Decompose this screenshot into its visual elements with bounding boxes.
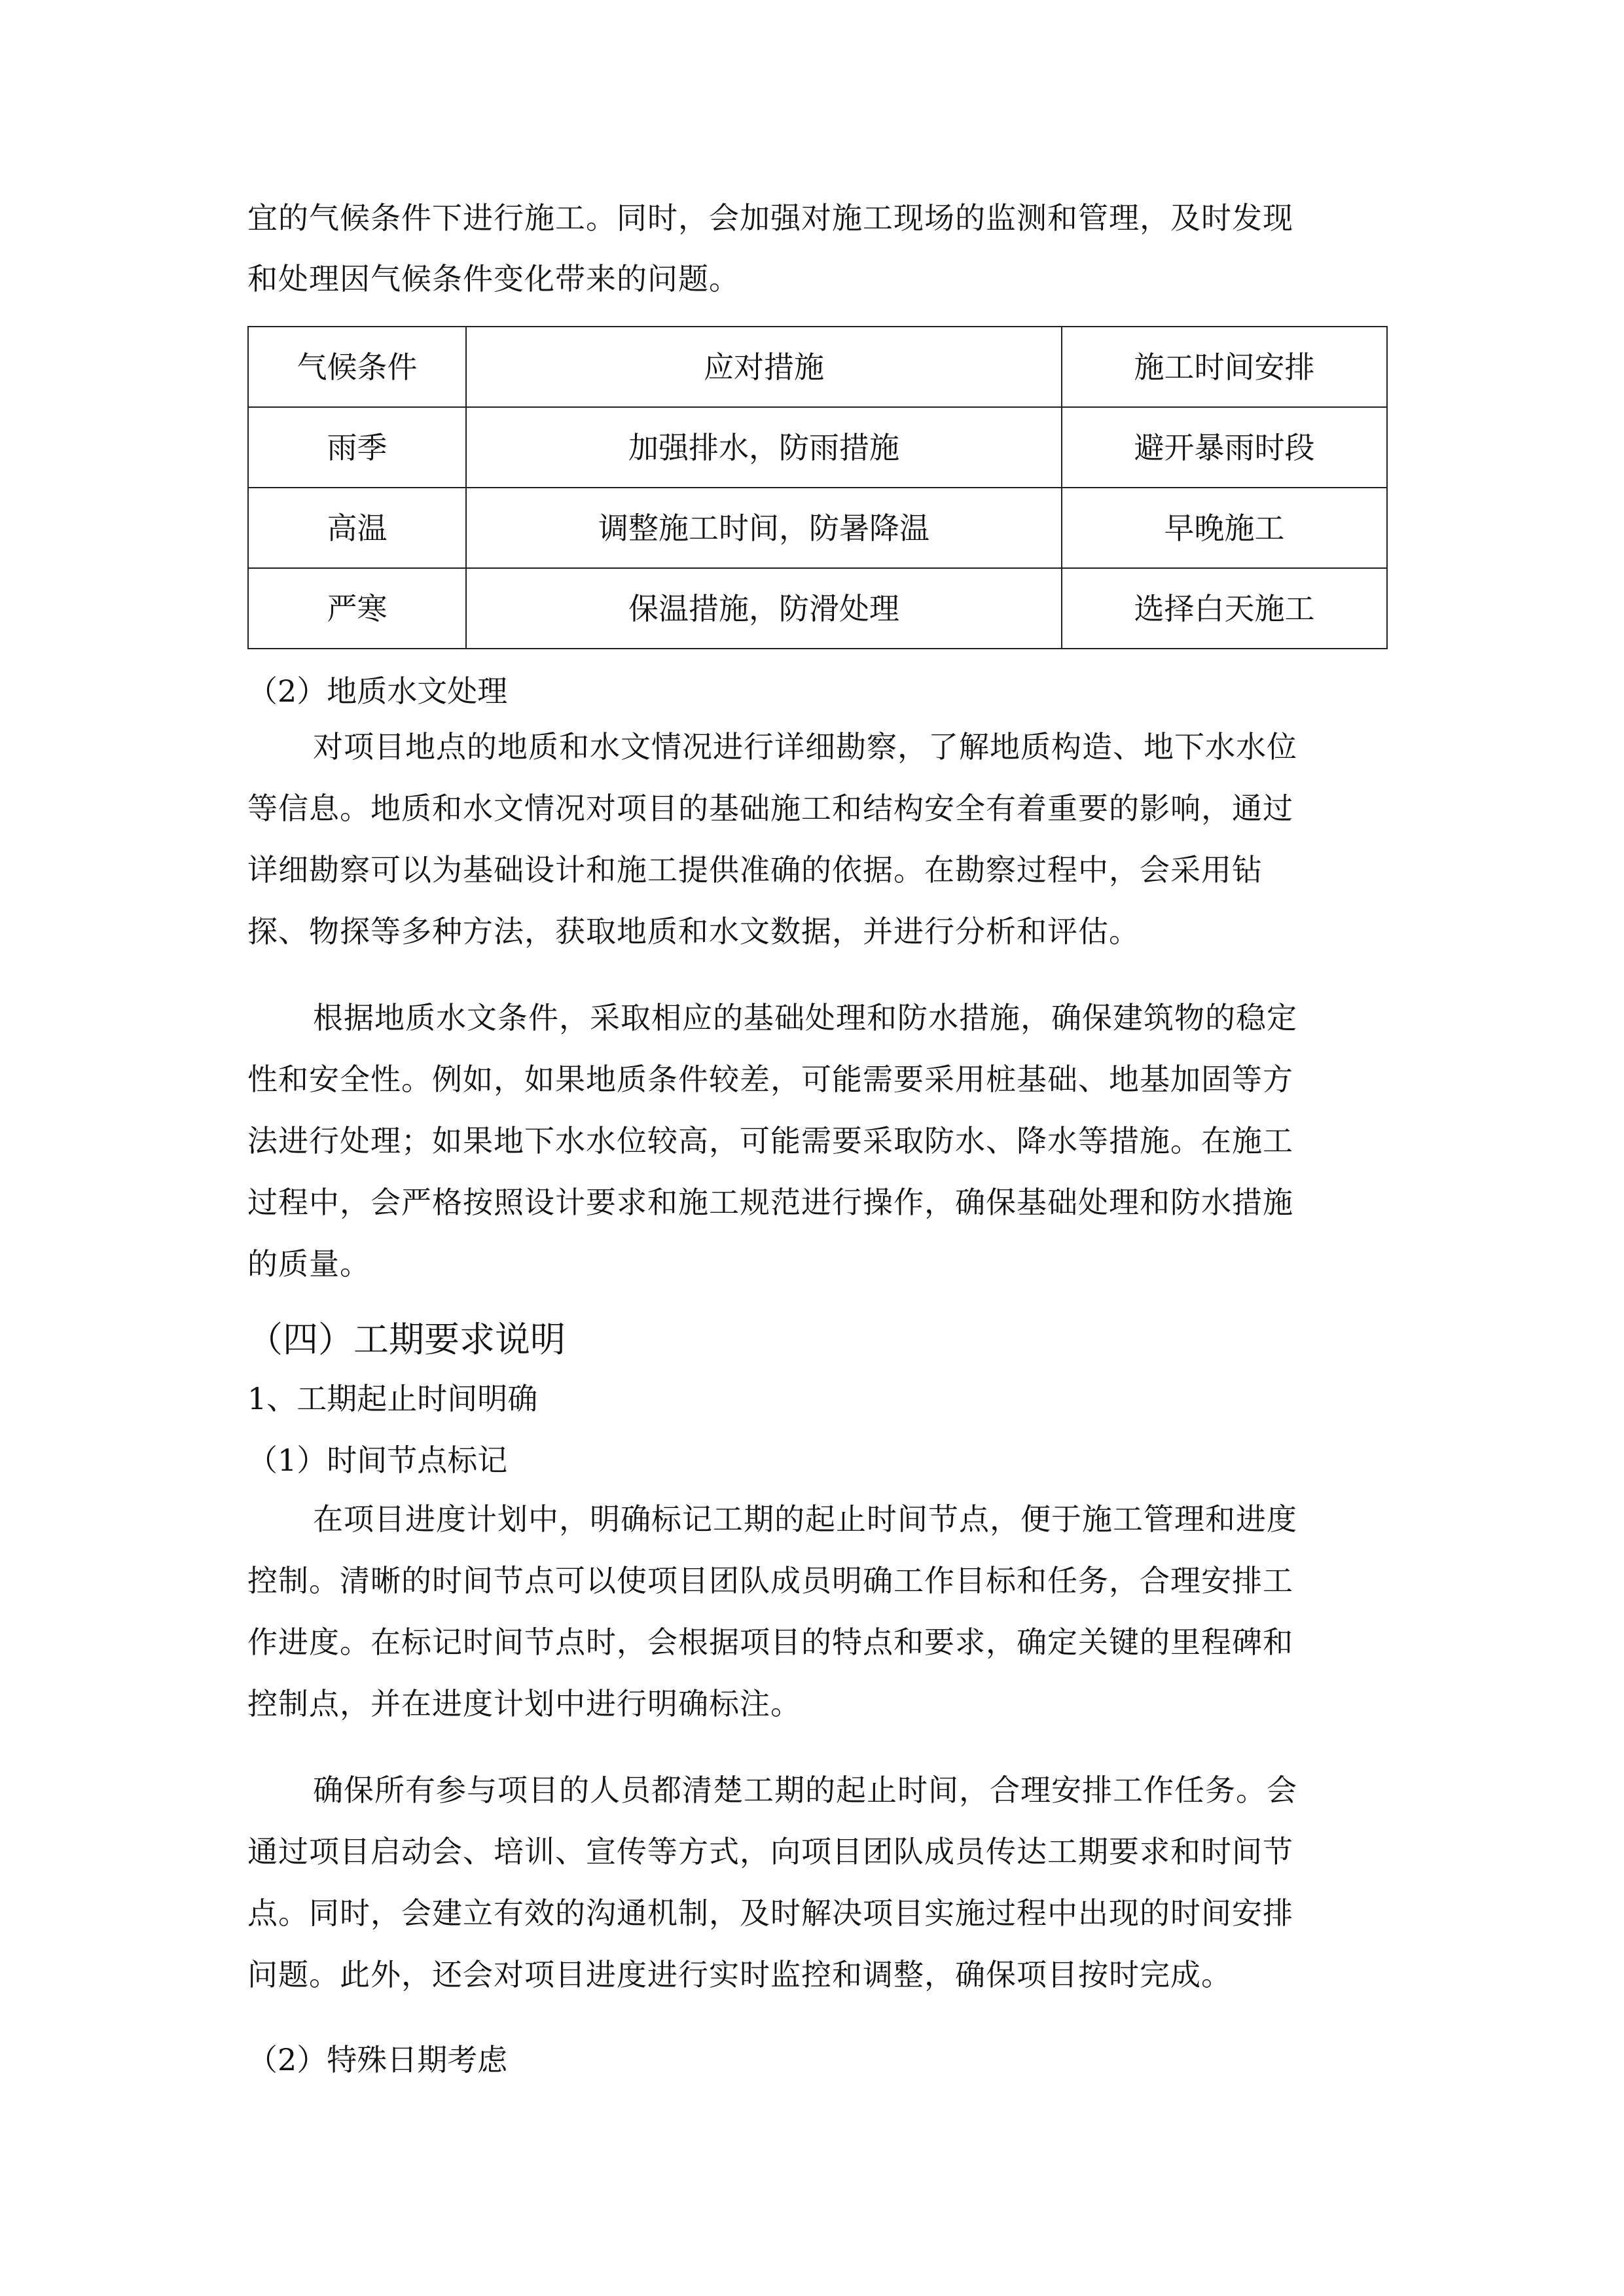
table-cell: 避开暴雨时段: [1062, 407, 1387, 488]
table-cell: 严寒: [248, 568, 466, 649]
geology-p1-line-2: 等信息。地质和水文情况对项目的基础施工和结构安全有着重要的影响，通过: [247, 791, 1293, 826]
geology-section-title: （2）地质水文处理: [247, 673, 508, 709]
geology-p2-line-4: 过程中，会严格按照设计要求和施工规范进行操作，确保基础处理和防水措施: [247, 1185, 1293, 1220]
geology-p2-line-3: 法进行处理；如果地下水水位较高，可能需要采取防水、降水等措施。在施工: [247, 1123, 1293, 1158]
table-cell: 雨季: [248, 407, 466, 488]
schedule-section-heading: （四）工期要求说明: [247, 1319, 566, 1360]
time-node-p1-line-2: 控制。清晰的时间节点可以使项目团队成员明确工作目标和任务，合理安排工: [247, 1563, 1293, 1598]
table-cell: 高温: [248, 488, 466, 568]
geology-p2-line-1: 根据地质水文条件，采取相应的基础处理和防水措施，确保建筑物的稳定: [313, 1000, 1297, 1035]
table-cell: 调整施工时间，防暑降温: [466, 488, 1062, 568]
header-schedule: 施工时间安排: [1062, 327, 1387, 407]
schedule-subtitle: 1、工期起止时间明确: [247, 1381, 538, 1416]
time-node-p2-line-4: 问题。此外，还会对项目进度进行实时监控和调整，确保项目按时完成。: [247, 1957, 1232, 1992]
table-row: [248, 488, 1387, 568]
geology-p2-line-2: 性和安全性。例如，如果地质条件较差，可能需要采用桩基础、地基加固等方: [247, 1062, 1293, 1097]
header-countermeasure: 应对措施: [466, 327, 1062, 407]
time-node-p2-line-1: 确保所有参与项目的人员都清楚工期的起止时间，合理安排工作任务。会: [313, 1772, 1297, 1808]
geology-p1-line-3: 详细勘察可以为基础设计和施工提供准确的依据。在勘察过程中，会采用钻: [247, 852, 1263, 888]
time-node-p2-line-2: 通过项目启动会、培训、宣传等方式，向项目团队成员传达工期要求和时间节: [247, 1834, 1293, 1869]
geology-p1-line-4: 探、物探等多种方法，获取地质和水文数据，并进行分析和评估。: [247, 914, 1140, 949]
time-node-title: （1）时间节点标记: [247, 1443, 508, 1478]
table-cell: 保温措施，防滑处理: [466, 568, 1062, 649]
table-cell: 选择白天施工: [1062, 568, 1387, 649]
table-row: [248, 407, 1387, 488]
header-climate-condition: 气候条件: [248, 327, 466, 407]
time-node-p1-line-4: 控制点，并在进度计划中进行明确标注。: [247, 1686, 801, 1721]
geology-p2-line-5: 的质量。: [247, 1246, 370, 1282]
intro-line-1: 宜的气候条件下进行施工。同时，会加强对施工现场的监测和管理，及时发现: [247, 200, 1293, 236]
climate-table: [247, 326, 1388, 649]
table-cell: 加强排水，防雨措施: [466, 407, 1062, 488]
table-row: [248, 568, 1387, 649]
time-node-p2-line-3: 点。同时，会建立有效的沟通机制，及时解决项目实施过程中出现的时间安排: [247, 1895, 1293, 1931]
geology-p1-line-1: 对项目地点的地质和水文情况进行详细勘察，了解地质构造、地下水水位: [313, 729, 1297, 764]
intro-line-2: 和处理因气候条件变化带来的问题。: [247, 261, 740, 296]
time-node-p1-line-3: 作进度。在标记时间节点时，会根据项目的特点和要求，确定关键的里程碑和: [247, 1624, 1293, 1660]
table-header-row: [248, 327, 1387, 407]
special-dates-title: （2）特殊日期考虑: [247, 2042, 508, 2077]
time-node-p1-line-1: 在项目进度计划中，明确标记工期的起止时间节点，便于施工管理和进度: [313, 1501, 1297, 1537]
table-cell: 早晚施工: [1062, 488, 1387, 568]
